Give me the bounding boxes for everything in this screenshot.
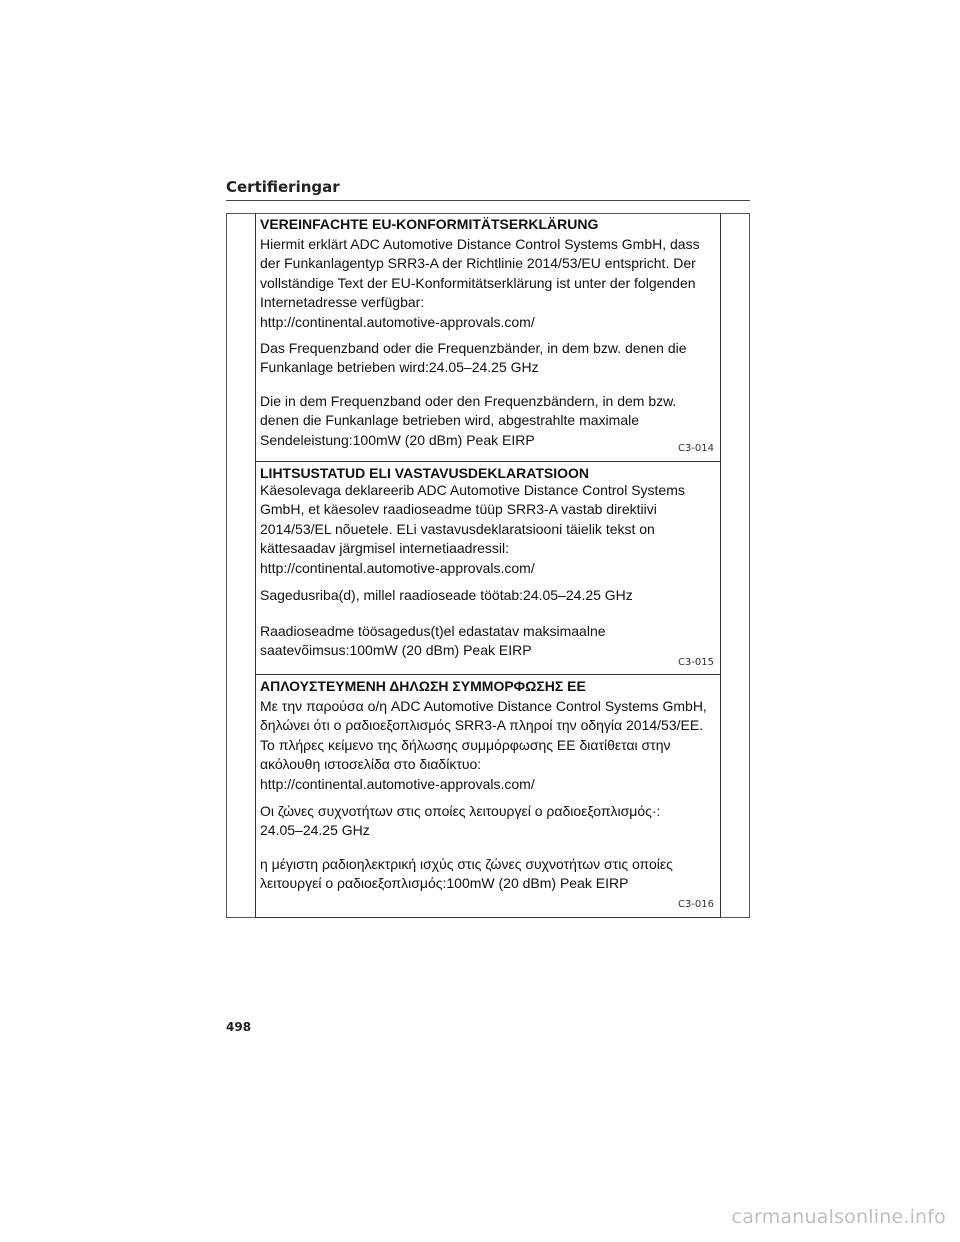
page-number: 498 [226,1020,252,1034]
frequency-band-text: Sagedusriba(d), millel raadioseade töötab:24.05–24.25 GHz [260,587,633,603]
reference-code: C3-015 [677,657,714,668]
declaration-block-el [256,675,720,918]
certificate-panel [255,213,721,918]
declaration-heading: VEREINFACHTE EU-KONFORMITÄTSERKLÄRUNG [260,216,599,232]
declaration-body: Με την παρούσα ο/η ADC Automotive Distance Control Systems GmbH, δηλώνει ότι ο ραδιοεξοπλισμός SRR3-A πληροί την οδηγία 2014/53/ΕΕ. Το πλήρες κείμενο της δήλωσης συμμόρφωσης ΕΕ διατίθεται στην ακόλουθη ιστοσελίδα στο διαδίκτυο: http://continental.automotive-approvals.com/ [260,698,707,792]
declaration-block-de [256,213,720,462]
section-title: Certifieringar [226,178,340,196]
max-power-text: Raadioseadme töösagedus(t)el edastatav maksimaalne saatevõimsus:100mW (20 dBm) Peak EIRP [260,623,606,659]
declaration-body: Käesolevaga deklareerib ADC Automotive Distance Control Systems GmbH, et käesolev raadioseadme tüüp SRR3-A vastab direktiivi 2014/53/EL nõuetele. ELi vastavusdeklaratsiooni täielik tekst on kättesaadav järgmisel internetiaadressil: http://continental.automotive-approvals.com/ [260,482,685,576]
declaration-heading: LIHTSUSTATUD ELI VASTAVUSDEKLARATSIOON [260,465,589,481]
frequency-band-text: Das Frequenzband oder die Frequenzbänder, in dem bzw. denen die Funkanlage betrieben wird:24.05–24.25 GHz [260,340,687,376]
reference-code: C3-016 [677,899,714,910]
watermark-text: carmanualsonline.info [731,1206,946,1228]
max-power-text: η μέγιστη ραδιοηλεκτρική ισχύς στις ζώνες συχνοτήτων στις οποίες λειτουργεί ο ραδιοεξοπλισμός:100mW (20 dBm) Peak EIRP [260,856,673,892]
title-divider [226,200,750,201]
declaration-block-et [256,462,720,675]
reference-code: C3-014 [677,443,714,454]
max-power-text: Die in dem Frequenzband oder den Frequenzbändern, in dem bzw. denen die Funkanlage betrieben wird, abgestrahlte maximale Sendeleistung:100mW (20 dBm) Peak EIRP [260,393,677,448]
frequency-band-text: Οι ζώνες συχνοτήτων στις οποίες λειτουργεί ο ραδιοεξοπλισμός·: 24.05–24.25 GHz [260,803,661,839]
declaration-body: Hiermit erklärt ADC Automotive Distance Control Systems GmbH, dass der Funkanlagentyp SRR3-A der Richtlinie 2014/53/EU entspricht. Der vollständige Text der EU-Konformitätserklärung ist unter der folgenden Internetadresse verfügbar: http://continental.automotive-approvals.com/ [260,236,700,330]
declaration-heading: ΑΠΛΟΥΣΤΕΥΜΕΝΗ ΔΗΛΩΣΗ ΣΥΜΜΟΡΦΩΣΗΣ ΕΕ [260,678,586,694]
